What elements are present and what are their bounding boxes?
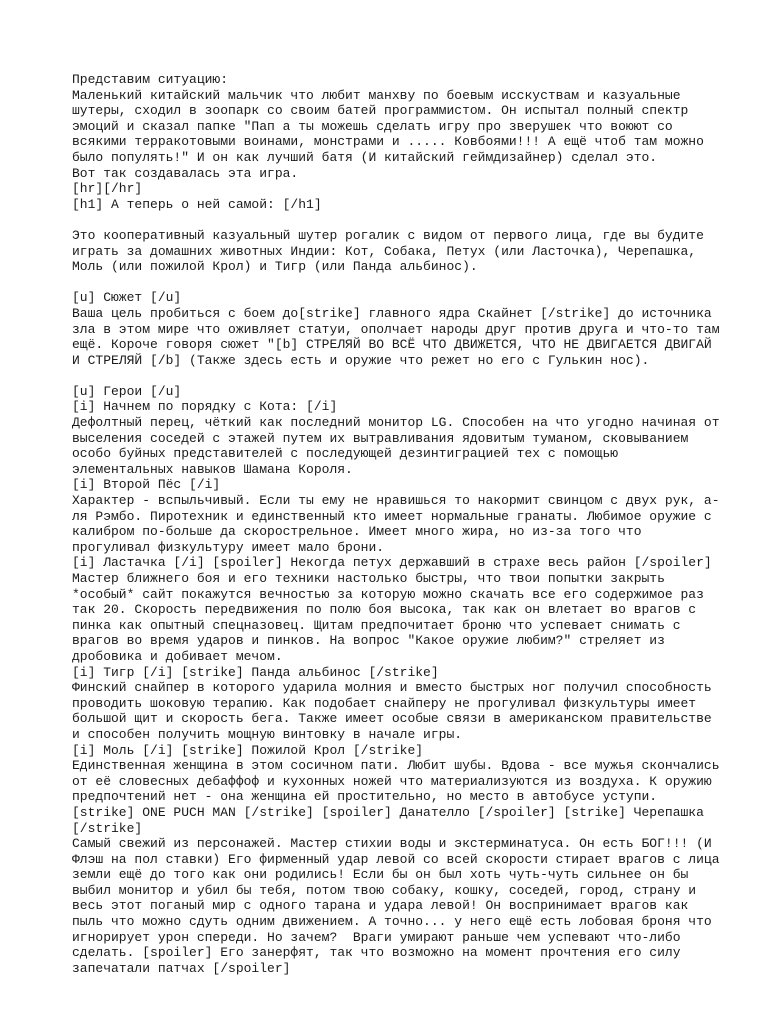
- blank-line: [72, 212, 712, 228]
- text-line: врагов во время ударов и пинков. На вопрос "Какое оружие любим?" стреляет из: [72, 633, 665, 649]
- text-line: Моль (или пожилой Крол) и Тигр (или Панда альбинос).: [72, 259, 478, 275]
- text-line: земли ещё до того как они родились! Если бы он был хоть чуть-чуть сильнее он бы: [72, 867, 689, 883]
- text-line: зла в этом мире что оживляет статуи, ополчает народы друг против друга и что-то там: [72, 321, 720, 337]
- document-body: [72, 72, 720, 976]
- text-line: Маленький китайский мальчик что любит манхву по боевым исскуствам и казуальные: [72, 87, 681, 103]
- text-line: *особый* сайт покажутся вечностью за которую можно скачать все его содержимое раз: [72, 586, 704, 602]
- text-line: предпочтений нет - она женщина ей простительно, но место в автобусе уступи.: [72, 789, 658, 805]
- text-line: запечатали патчах [/spoiler]: [72, 960, 291, 976]
- text-line: [i] Моль [/i] [strike] Пожилой Крол [/strike]: [72, 742, 424, 758]
- text-line: большой щит и скорость бега. Также имеет особые связи в американском правительстве: [72, 711, 712, 727]
- text-line: калибром по-больше да скорострельное. Имеет много жира, но из-за того что: [72, 524, 642, 540]
- text-line: проводить шоковую терапию. Как подобает снайперу не прогуливал физкультуры имеет: [72, 695, 697, 711]
- text-line: Представим ситуацию:: [72, 72, 229, 87]
- text-line: особо буйных представителей с последующей дезинтиграцией тех с помощью: [72, 446, 619, 462]
- text-line: Флэш на пол ставки) Его фирменный удар левой со всей скорости стирает врагов с лица: [72, 851, 720, 867]
- text-line: [hr][/hr]: [72, 181, 143, 197]
- text-line: Финский снайпер в которого ударила молния и вместо быстрых ног получил способность: [72, 680, 712, 696]
- text-line: ля Рэмбо. Пиротехник и единственный кто имеет нормальные гранаты. Любимое оружие с: [72, 508, 712, 524]
- text-line: [/strike]: [72, 820, 143, 836]
- blank-line: [72, 368, 712, 384]
- text-line: Характер - вспыльчивый. Если ты ему не нравишься то накормит свинцом с двух рук, а-: [72, 493, 720, 509]
- text-line: [i] Тигр [/i] [strike] Панда альбинос [/strike]: [72, 664, 439, 680]
- text-line: пыль что можно сдуть одним движением. А точно... у него ещё есть лобовая броня что: [72, 914, 712, 930]
- blank-line: [72, 275, 712, 291]
- text-line: [h1] А теперь о ней самой: [/h1]: [72, 196, 322, 212]
- text-line: от её словесных дебаффоф и кухонных ножей что материализуются из воздуха. К оружию: [72, 773, 712, 789]
- text-line: [u] Герои [/u]: [72, 383, 182, 399]
- text-line: пинка как опытный спецназовец. Щитам предпочитает броню что успевает снимать с: [72, 617, 681, 633]
- text-line: Вот так создавалась эта игра.: [72, 165, 299, 181]
- text-line: так 20. Скорость передвижения по полю боя высока, так как он влетает во врагов с: [72, 602, 697, 618]
- text-line: Ваша цель пробиться с боем до[strike] главного ядра Скайнет [/strike] до источника: [72, 305, 712, 321]
- text-line: было популять!" И он как лучший батя (И китайский геймдизайнер) сделал это.: [72, 149, 658, 165]
- text-line: [strike] ONE PUCH MAN [/strike] [spoiler] Данателло [/spoiler] [strike] Черепашка: [72, 804, 704, 820]
- text-line: [i] Ластачка [/i] [spoiler] Некогда петух державший в страхе весь район [/spoiler]: [72, 555, 712, 571]
- text-line: Это кооперативный казуальный шутер рогалик с видом от первого лица, где вы будите: [72, 227, 704, 243]
- text-line: шутеры, сходил в зоопарк со своим батей программистом. Он испытал полный спектр: [72, 103, 689, 119]
- text-line: выбил монитор и убил бы тебя, потом твою собаку, кошку, соседей, город, страну и: [72, 882, 697, 898]
- text-line: элементальных навыков Шамана Короля.: [72, 461, 353, 477]
- text-line: Самый свежий из персонажей. Мастер стихии воды и экстерминатуса. Он есть БОГ!!! (И: [72, 836, 712, 852]
- text-line: прогуливал физкультуру имеет мало брони.: [72, 539, 385, 555]
- text-line: [u] Сюжет [/u]: [72, 290, 182, 306]
- text-line: выселения соседей с этажей путем их вытравливания ядовитым туманом, сковыванием: [72, 430, 689, 446]
- text-line: игнорирует урон спереди. Но зачем? Враги умирают раньше чем успевают что-либо: [72, 929, 681, 945]
- text-line: весь этот поганый мир с одного тарана и удара левой! Он воспринимает врагов как: [72, 898, 689, 914]
- text-line: эмоций и сказал папке "Пап а ты можешь сделать игру про зверушек что воюют со: [72, 118, 673, 134]
- text-line: [i] Второй Пёс [/i]: [72, 477, 221, 493]
- text-line: И СТРЕЛЯЙ [/b] (Также здесь есть и оружие что режет но его с Гулькин нос).: [72, 352, 650, 368]
- text-line: дробовика и добивает мечом.: [72, 648, 283, 664]
- text-line: играть за домашних животных Индии: Кот, Собака, Петух (или Ласточка), Черепашка,: [72, 243, 697, 259]
- text-line: Единственная женщина в этом сосичном пати. Любит шубы. Вдова - все мужья скончались: [72, 758, 720, 774]
- text-line: всякими терракотовыми воинами, монстрами и ..... Ковбоями!!! А ещё чтоб там можно: [72, 134, 704, 150]
- text-line: и способен получить мощную винтовку в начале игры.: [72, 726, 463, 742]
- text-line: Мастер ближнего боя и его техники настолько быстры, что твои попытки закрыть: [72, 571, 665, 586]
- text-line: [i] Начнем по порядку с Кота: [/i]: [72, 399, 338, 415]
- text-line: сделать. [spoiler] Его занерфят, так что возможно на момент прочтения его силу: [72, 945, 681, 961]
- text-line: ещё. Короче говоря сюжет "[b] СТРЕЛЯЙ ВО ВСЁ ЧТО ДВИЖЕТСЯ, ЧТО НЕ ДВИГАЕТСЯ ДВИГАЙ: [72, 337, 712, 353]
- text-line: Дефолтный перец, чёткий как последний монитор LG. Способен на что угодно начиная от: [72, 415, 720, 431]
